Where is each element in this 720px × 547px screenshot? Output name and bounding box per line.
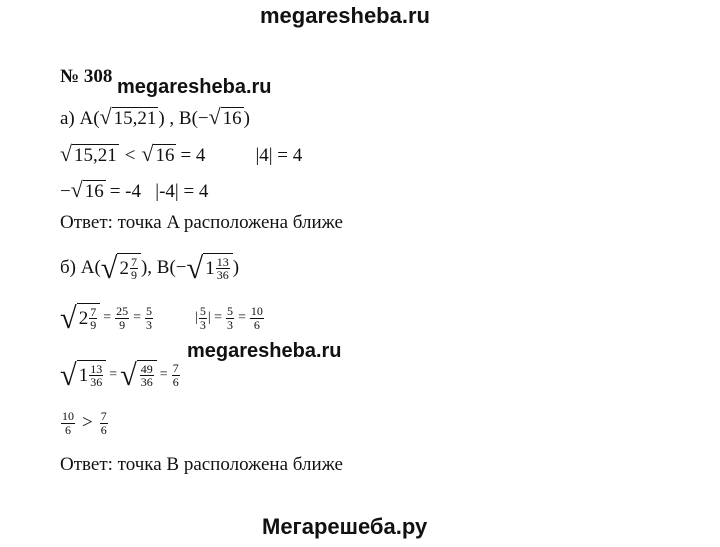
radicand: 16 bbox=[155, 145, 175, 166]
sqrt-mixed-2-7-9: √ 2 $\frac{7}{9}$ bbox=[101, 253, 141, 283]
numerator: 5 bbox=[146, 304, 152, 319]
fraction-5-3 bbox=[226, 305, 234, 331]
watermark-mid-2: megaresheba.ru bbox=[187, 340, 342, 362]
equals: = bbox=[238, 310, 246, 326]
radicand bbox=[77, 303, 101, 333]
denominator: 6 bbox=[172, 374, 179, 389]
numerator: 10 bbox=[62, 409, 74, 423]
less-than-sign: < bbox=[124, 144, 136, 166]
numerator: 7 bbox=[100, 409, 107, 423]
denominator: 3 bbox=[227, 317, 234, 332]
answer-text: Ответ: точка A расположена ближе bbox=[60, 212, 343, 233]
fraction-10-6 bbox=[250, 305, 264, 331]
fraction bbox=[216, 256, 230, 282]
numerator: 13 bbox=[216, 254, 229, 269]
numerator: 7 bbox=[90, 304, 97, 319]
sqrt-49-36: √ $\frac{49}{36}$ bbox=[120, 360, 157, 390]
whole-part: 2 bbox=[119, 257, 129, 279]
line-2-rest: = -4 |-4| = 4 bbox=[109, 180, 209, 202]
problem-number bbox=[60, 66, 112, 88]
minus-sign: − bbox=[60, 180, 71, 202]
denominator: 36 bbox=[140, 375, 153, 390]
radicand: 16 bbox=[84, 181, 104, 202]
equals-four: = 4 bbox=[180, 144, 206, 166]
part-a-mid: ) , B(− bbox=[158, 107, 209, 129]
whole-part: 1 bbox=[205, 257, 215, 279]
whole-part: 1 bbox=[78, 364, 89, 386]
numerator: 7 bbox=[130, 254, 137, 269]
denominator: 3 bbox=[199, 317, 206, 332]
equals: = bbox=[133, 310, 141, 326]
fraction-7-6 bbox=[172, 362, 180, 388]
fraction bbox=[89, 363, 103, 389]
part-a-close: ) bbox=[243, 107, 250, 129]
denominator: 9 bbox=[90, 318, 97, 333]
part-b-label: б) A( bbox=[60, 257, 101, 279]
denominator: 6 bbox=[65, 422, 71, 437]
equals: = bbox=[103, 310, 112, 326]
whole-part: 2 bbox=[78, 307, 89, 329]
numerator: 7 bbox=[172, 361, 179, 376]
numerator: 5 bbox=[227, 304, 234, 319]
mixed-number bbox=[79, 306, 99, 332]
part-b-mid: ), B(− bbox=[140, 257, 187, 279]
problem-number-text: № 308 bbox=[60, 66, 113, 87]
numerator: 25 bbox=[116, 304, 129, 319]
numerator: 10 bbox=[250, 304, 263, 319]
fraction-5-3 bbox=[199, 305, 207, 331]
radicand bbox=[137, 360, 157, 390]
radicand bbox=[203, 253, 233, 283]
part-a-line-1 bbox=[60, 144, 302, 167]
abs-bar-open: | bbox=[195, 310, 198, 326]
watermark-bottom: Мегарешеба.ру bbox=[262, 514, 428, 539]
radicand: 16 bbox=[222, 108, 242, 129]
fraction-49-36 bbox=[140, 363, 154, 389]
denominator: 6 bbox=[253, 317, 260, 332]
fraction-5-3 bbox=[145, 305, 153, 331]
abs-bar-close: | = bbox=[207, 310, 223, 326]
mixed-number bbox=[119, 256, 139, 282]
part-a-statement bbox=[60, 107, 250, 130]
sqrt-mixed-1-13-36: √ 1 $\frac{13}{36}$ bbox=[60, 360, 106, 390]
mixed-number bbox=[205, 256, 231, 282]
part-b-line-3 bbox=[60, 410, 109, 436]
part-a-line-2 bbox=[60, 180, 208, 203]
equals: = bbox=[109, 367, 118, 383]
numerator: 13 bbox=[90, 361, 103, 376]
radicand bbox=[77, 360, 107, 390]
sqrt-mixed-1-13-36: √ 1 $\frac{13}{36}$ bbox=[187, 253, 233, 283]
part-b-statement bbox=[60, 253, 239, 283]
numerator: 5 bbox=[199, 304, 206, 319]
sqrt-mixed-2-7-9: √ 2 $\frac{7}{9}$ bbox=[60, 303, 100, 333]
denominator: 36 bbox=[216, 268, 229, 283]
mixed-number bbox=[79, 363, 105, 389]
sqrt-16: √ 16 bbox=[208, 105, 242, 129]
denominator: 3 bbox=[146, 317, 152, 332]
watermark-top: megaresheba.ru bbox=[260, 3, 430, 28]
answer-text: Ответ: точка B расположена ближе bbox=[60, 454, 343, 475]
numerator: 49 bbox=[140, 361, 153, 376]
radicand: 15,21 bbox=[74, 145, 117, 166]
denominator: 36 bbox=[90, 375, 103, 390]
sqrt-15-21: √ 15,21 bbox=[60, 142, 117, 166]
part-a-label: а) A( bbox=[60, 107, 100, 129]
part-b-answer bbox=[60, 454, 343, 476]
fraction bbox=[130, 256, 138, 282]
denominator: 9 bbox=[119, 317, 126, 332]
sqrt-16: √ 16 bbox=[141, 142, 175, 166]
fraction-7-6 bbox=[100, 410, 108, 436]
denominator: 6 bbox=[100, 422, 107, 437]
fraction bbox=[89, 306, 97, 332]
fraction-10-6 bbox=[61, 410, 75, 436]
part-a-answer bbox=[60, 212, 343, 234]
watermark-mid-1: megaresheba.ru bbox=[117, 76, 272, 98]
radicand bbox=[117, 253, 141, 283]
abs-four: |4| = 4 bbox=[255, 144, 303, 166]
part-b-line-2 bbox=[60, 360, 184, 390]
equals: = bbox=[159, 367, 168, 383]
part-b-line-1 bbox=[60, 303, 268, 333]
part-b-close: ) bbox=[232, 257, 240, 279]
radicand: 15,21 bbox=[113, 108, 157, 129]
greater-than-sign: > bbox=[82, 412, 93, 434]
sqrt-16: √ 16 bbox=[70, 178, 104, 202]
fraction-25-9 bbox=[115, 305, 129, 331]
denominator: 9 bbox=[130, 268, 137, 283]
sqrt-15-21: √ 15,21 bbox=[99, 105, 157, 129]
